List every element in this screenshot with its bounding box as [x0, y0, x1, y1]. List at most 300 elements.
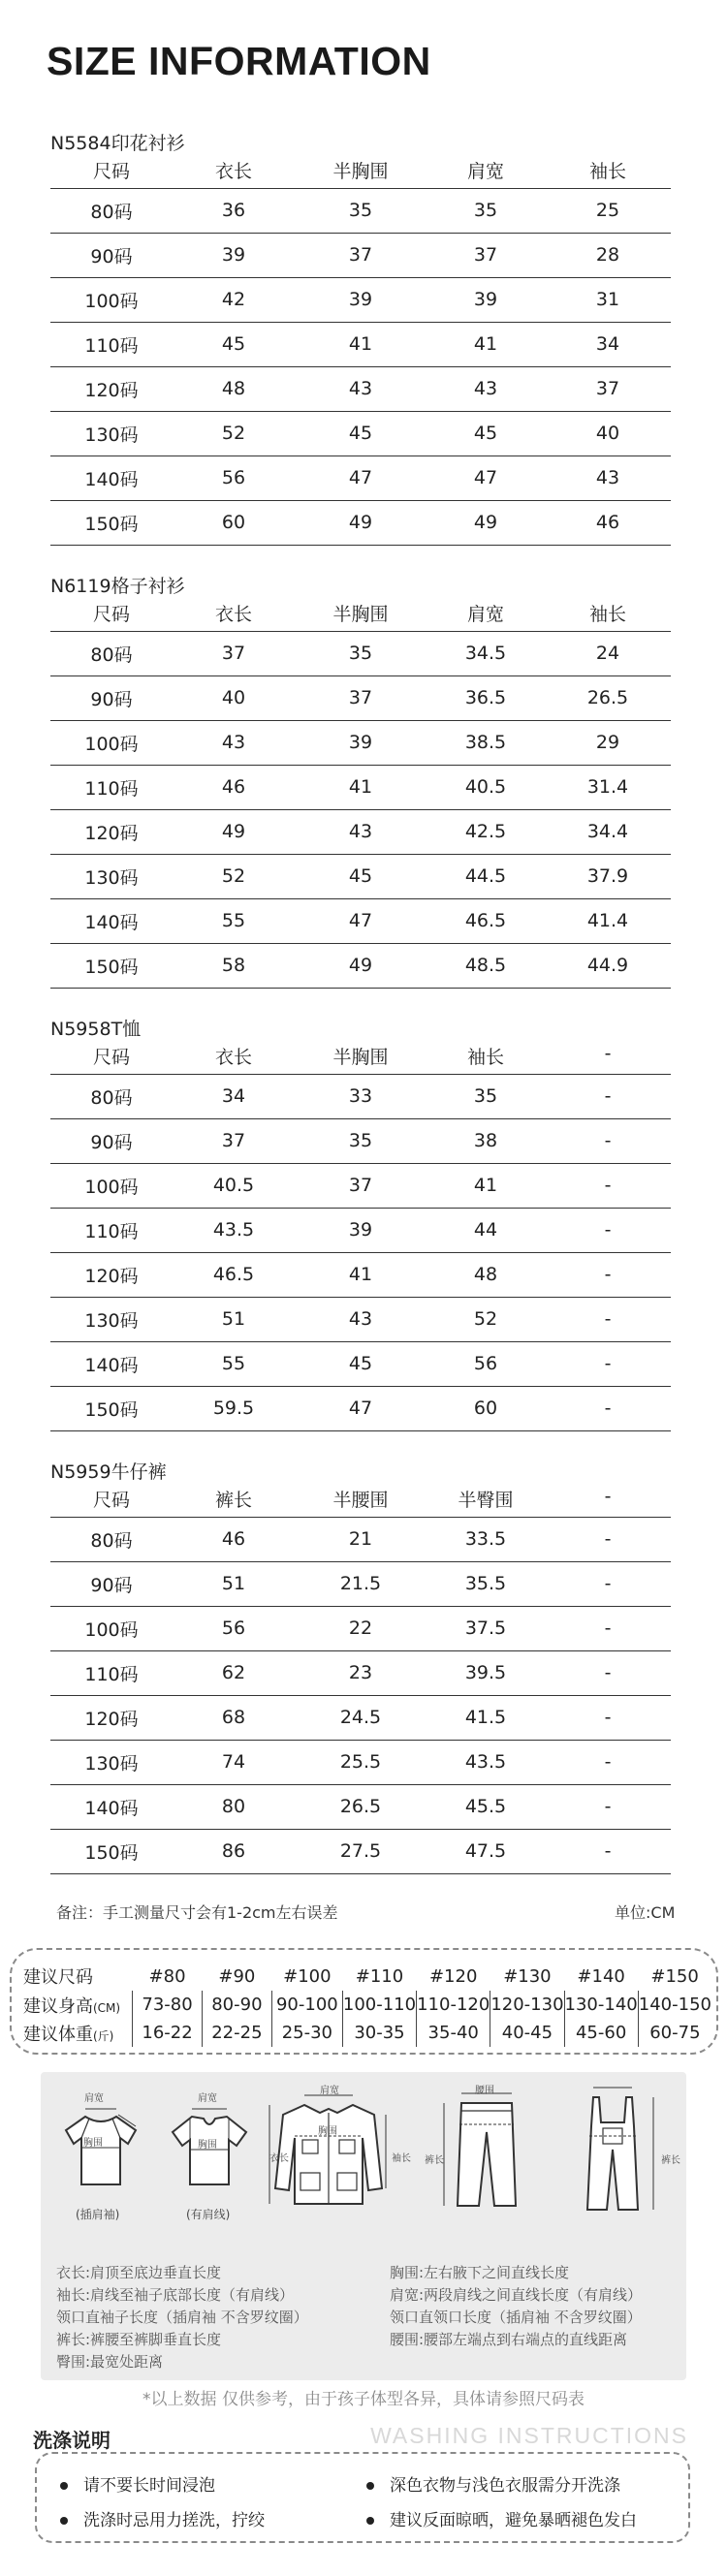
bullet-icon	[60, 2482, 68, 2490]
rec-size: #110	[355, 1965, 404, 1987]
rec-weight-label-text: 建议体重	[23, 2024, 93, 2045]
cell: 41.4	[586, 910, 629, 931]
definitions-right	[390, 2262, 642, 2351]
rec-height: 100-110	[342, 1991, 416, 2019]
wash-item-text: 洗涤时忌用力搓洗，拧绞	[83, 2511, 265, 2530]
col-header: 半胸围	[332, 161, 389, 182]
cell: 120码	[84, 1265, 139, 1287]
cell: -	[604, 1662, 612, 1683]
table-row	[50, 1118, 671, 1163]
cell: 40.5	[212, 1175, 255, 1196]
cell: 39.5	[464, 1662, 507, 1683]
fig2-chest-label: 胸围	[198, 2140, 217, 2151]
cell: 41	[348, 333, 373, 355]
cell: 49	[221, 821, 246, 842]
cell: 41.5	[464, 1707, 507, 1728]
cell: 26.5	[586, 687, 629, 708]
cell: 58	[221, 955, 246, 976]
wash-item	[60, 2471, 215, 2496]
cell: 41	[348, 776, 373, 798]
cell: 48	[473, 1264, 498, 1285]
rec-weight: 25-30	[271, 2019, 342, 2047]
cell: 74	[221, 1751, 246, 1773]
definition-item: 衣长:肩顶至底边垂直长度	[56, 2264, 222, 2281]
fig3-chest-label: 胸围	[318, 2126, 337, 2137]
table-row	[50, 1163, 671, 1208]
table-header-row	[50, 155, 671, 188]
definition-item: 裤长:裤腰至裤脚垂直长度	[56, 2331, 222, 2348]
table-row	[50, 277, 671, 322]
rec-weight: 60-75	[638, 2019, 711, 2047]
rec-weight: 22-25	[202, 2019, 271, 2047]
cell: 35	[348, 1130, 373, 1151]
cell: 110码	[84, 1220, 139, 1242]
cell: 28	[595, 244, 620, 266]
cell: 100码	[84, 1176, 139, 1198]
cell: -	[604, 1175, 612, 1196]
table-row	[50, 1829, 671, 1873]
cell: 39	[348, 289, 373, 310]
cell: 39	[348, 1219, 373, 1241]
rec-weight: 35-40	[417, 2019, 490, 2047]
cell: 110码	[84, 777, 139, 800]
cell: 21.5	[339, 1573, 382, 1594]
cell: 45	[221, 333, 246, 355]
cell: 35	[473, 1085, 498, 1107]
definition-item: 袖长:肩线至袖子底部长度（有肩线）	[56, 2286, 295, 2304]
fig4-waist-label: 腰围	[475, 2086, 494, 2096]
rec-size: #90	[218, 1965, 256, 1987]
col-header: -	[604, 1043, 612, 1064]
fig2-caption: (有肩线)	[186, 2208, 231, 2221]
cell: -	[604, 1528, 612, 1550]
cell: 47.5	[464, 1840, 507, 1862]
cell: 150码	[84, 956, 139, 978]
table-row	[50, 1784, 671, 1829]
table-row	[50, 233, 671, 277]
cell: 130码	[84, 1309, 139, 1332]
cell: 45.5	[464, 1796, 507, 1817]
cell: -	[604, 1219, 612, 1241]
rec-weight-unit: (斤)	[93, 2028, 114, 2043]
cell: 34	[595, 333, 620, 355]
size-table-n5584	[50, 155, 671, 546]
cell: 100码	[84, 733, 139, 755]
cell: 100码	[84, 1618, 139, 1641]
cell: 90码	[90, 688, 133, 710]
wash-instructions-box	[35, 2452, 690, 2543]
cell: 39	[348, 732, 373, 753]
cell: 37	[473, 244, 498, 266]
table-row	[50, 1208, 671, 1252]
cell: 46	[595, 512, 620, 533]
table-row	[50, 943, 671, 988]
wash-item	[366, 2471, 620, 2496]
rec-height: 73-80	[133, 1991, 203, 2019]
cell: 48	[221, 378, 246, 399]
cell: 34.5	[464, 643, 507, 664]
col-header: 衣长	[214, 161, 252, 182]
col-header: 袖长	[588, 604, 626, 625]
table-row	[50, 322, 671, 366]
cell: 35	[473, 200, 498, 221]
rec-height: 140-150	[638, 1991, 711, 2019]
col-header: -	[604, 1486, 612, 1507]
cell: 37	[348, 244, 373, 266]
col-header: 尺码	[92, 1047, 130, 1068]
rec-size: #100	[283, 1965, 332, 1987]
cell: 24	[595, 643, 620, 664]
cell: 140码	[84, 1354, 139, 1376]
cell: 120码	[84, 1708, 139, 1730]
cell: -	[604, 1618, 612, 1639]
cell: 43	[473, 378, 498, 399]
table-row	[50, 1561, 671, 1606]
definition-item: 领口直领口长度（插肩袖 不含罗纹圈）	[390, 2309, 642, 2326]
col-header: 尺码	[92, 604, 130, 625]
col-header: 半臀围	[458, 1490, 514, 1511]
cell: 37	[221, 1130, 246, 1151]
bullet-icon	[366, 2482, 374, 2490]
table-row	[50, 411, 671, 456]
cell: 86	[221, 1840, 246, 1862]
cell: 45	[348, 423, 373, 444]
cell: 90码	[90, 1574, 133, 1596]
cell: 48.5	[464, 955, 507, 976]
fig1-caption: (插肩袖)	[76, 2208, 120, 2221]
rec-size: #130	[503, 1965, 552, 1987]
pants-measure-icon	[428, 2082, 545, 2217]
cell: 38	[473, 1130, 498, 1151]
unit-label: 单位:CM	[615, 1903, 676, 1922]
cell: 51	[221, 1573, 246, 1594]
cell: 43.5	[212, 1219, 255, 1241]
cell: 43	[221, 732, 246, 753]
cell: 56	[221, 1618, 246, 1639]
cell: 80码	[90, 201, 133, 223]
cell: 43.5	[464, 1751, 507, 1773]
wash-title: 洗涤说明	[33, 2429, 111, 2452]
cell: 33.5	[464, 1528, 507, 1550]
table-row	[50, 1517, 671, 1561]
cell: -	[604, 1796, 612, 1817]
cell: 37.9	[586, 865, 629, 887]
table-row	[50, 1252, 671, 1297]
disclaimer-text: *以上数据 仅供参考，由于孩子体型各异，具体请参照尺码表	[142, 2390, 585, 2409]
rec-weight: 40-45	[490, 2019, 564, 2047]
rec-weight: 16-22	[133, 2019, 203, 2047]
cell: -	[604, 1751, 612, 1773]
cell: 35	[348, 643, 373, 664]
cell: 47	[348, 1398, 373, 1419]
cell: 39	[473, 289, 498, 310]
cell: 49	[348, 512, 373, 533]
cell: 46	[221, 776, 246, 798]
table-row	[50, 456, 671, 500]
definition-item: 领口直袖子长度（插肩袖 不含罗纹圈）	[56, 2309, 308, 2326]
cell: 130码	[84, 1752, 139, 1775]
cell: 27.5	[339, 1840, 382, 1862]
col-header: 肩宽	[466, 161, 504, 182]
rec-height: 110-120	[417, 1991, 490, 2019]
cell: 45	[473, 423, 498, 444]
cell: 140码	[84, 468, 139, 490]
table-row	[50, 675, 671, 720]
table-row	[50, 188, 671, 233]
cell: 80码	[90, 644, 133, 666]
cell: 60	[221, 512, 246, 533]
cell: 37	[595, 378, 620, 399]
table-row	[50, 854, 671, 898]
cell: 52	[473, 1308, 498, 1330]
cell: 120码	[84, 379, 139, 401]
table-title-n5959: N5959牛仔裤	[50, 1461, 167, 1483]
cell: -	[604, 1353, 612, 1374]
cell: -	[604, 1707, 612, 1728]
cell: 35.5	[464, 1573, 507, 1594]
rec-size-label: 建议尺码	[23, 1967, 93, 1988]
rec-weight-label	[23, 2019, 133, 2047]
cell: 80	[221, 1796, 246, 1817]
cell: 37	[348, 687, 373, 708]
table-row	[50, 1695, 671, 1740]
bullet-icon	[60, 2517, 68, 2525]
col-header: 半胸围	[332, 1047, 389, 1068]
col-header: 袖长	[588, 161, 626, 182]
cell: 56	[221, 467, 246, 488]
cell: 40.5	[464, 776, 507, 798]
cell: 100码	[84, 290, 139, 312]
size-table-n6119	[50, 598, 671, 989]
table-header-row	[50, 1484, 671, 1517]
col-header: 尺码	[92, 161, 130, 182]
cell: 34.4	[586, 821, 629, 842]
table-row	[50, 631, 671, 675]
table-row	[50, 1074, 671, 1118]
wash-item-text: 请不要长时间浸泡	[83, 2476, 215, 2496]
cell: 22	[348, 1618, 373, 1639]
table-row	[50, 1386, 671, 1430]
rec-height-label-text: 建议身高	[23, 1995, 93, 2017]
cell: 110码	[84, 1663, 139, 1685]
fig1-chest-label: 胸围	[83, 2138, 103, 2149]
cell: 150码	[84, 513, 139, 535]
cell: 42	[221, 289, 246, 310]
definition-item: 肩宽:两段肩线之间直线长度（有肩线）	[390, 2286, 643, 2304]
col-header: 衣长	[214, 1047, 252, 1068]
cell: 23	[348, 1662, 373, 1683]
rec-size: #120	[428, 1965, 478, 1987]
cell: 25	[595, 200, 620, 221]
col-header: 裤长	[214, 1490, 252, 1511]
cell: -	[604, 1308, 612, 1330]
cell: 43	[595, 467, 620, 488]
fig4-length-label: 裤长	[425, 2155, 444, 2166]
cell: 150码	[84, 1398, 139, 1421]
wash-title-en: WASHING INSTRUCTIONS	[370, 2423, 688, 2448]
table-row	[50, 366, 671, 411]
cell: -	[604, 1398, 612, 1419]
rec-weight: 45-60	[564, 2019, 638, 2047]
wash-item	[60, 2506, 265, 2530]
cell: 43	[348, 821, 373, 842]
cell: 41	[473, 333, 498, 355]
rec-height: 80-90	[202, 1991, 271, 2019]
cell: 43	[348, 378, 373, 399]
cell: 52	[221, 423, 246, 444]
table-row	[50, 1606, 671, 1650]
cell: 46.5	[464, 910, 507, 931]
rec-size: #80	[148, 1965, 186, 1987]
size-table-n5958	[50, 1041, 671, 1431]
rec-height: 120-130	[490, 1991, 564, 2019]
cell: 49	[348, 955, 373, 976]
cell: 80码	[90, 1086, 133, 1109]
cell: 37	[221, 643, 246, 664]
fig1-shoulder-label: 肩宽	[84, 2093, 104, 2104]
fig3-length-label: 衣长	[269, 2153, 289, 2164]
cell: 44	[473, 1219, 498, 1241]
table-row	[50, 1341, 671, 1386]
cell: 44.5	[464, 865, 507, 887]
recommended-size-grid	[23, 1962, 711, 2047]
cell: 52	[221, 865, 246, 887]
recommended-size-box	[10, 1948, 718, 2055]
cell: -	[604, 1085, 612, 1107]
table-row	[50, 765, 671, 809]
table-title-n6119: N6119格子衬衫	[50, 576, 185, 597]
cell: 90码	[90, 245, 133, 267]
cell: 40	[595, 423, 620, 444]
cell: 41	[348, 1264, 373, 1285]
measurement-guide-panel	[41, 2072, 686, 2380]
cell: 37.5	[464, 1618, 507, 1639]
cell: 31	[595, 289, 620, 310]
cell: 60	[473, 1398, 498, 1419]
cell: 36.5	[464, 687, 507, 708]
cell: 40	[221, 687, 246, 708]
fig3-sleeve-label: 袖长	[392, 2153, 411, 2164]
cell: 47	[348, 910, 373, 931]
cell: 41	[473, 1175, 498, 1196]
cell: 47	[473, 467, 498, 488]
cell: 44.9	[586, 955, 629, 976]
col-header: 衣长	[214, 604, 252, 625]
col-header: 半胸围	[332, 604, 389, 625]
cell: 24.5	[339, 1707, 382, 1728]
cell: 68	[221, 1707, 246, 1728]
cell: 46	[221, 1528, 246, 1550]
rec-height: 130-140	[564, 1991, 638, 2019]
definition-item: 胸围:左右腋下之间直线长度	[390, 2264, 570, 2281]
col-header: 肩宽	[466, 604, 504, 625]
definition-item: 臀围:最宽处距离	[56, 2353, 164, 2371]
definition-item: 腰围:腰部左端点到右端点的直线距离	[390, 2331, 628, 2348]
table-header-row	[50, 1041, 671, 1074]
rec-height-unit: (CM)	[93, 2000, 121, 2015]
cell: 25.5	[339, 1751, 382, 1773]
cell: 36	[221, 200, 246, 221]
table-row	[50, 809, 671, 854]
cell: 29	[595, 732, 620, 753]
cell: -	[604, 1130, 612, 1151]
cell: 120码	[84, 822, 139, 844]
cell: 38.5	[464, 732, 507, 753]
cell: 33	[348, 1085, 373, 1107]
rec-weight: 30-35	[342, 2019, 416, 2047]
cell: 42.5	[464, 821, 507, 842]
cell: 130码	[84, 866, 139, 889]
cell: 55	[221, 1353, 246, 1374]
table-row	[50, 1297, 671, 1341]
cell: 130码	[84, 424, 139, 446]
table-row	[50, 1650, 671, 1695]
cell: 59.5	[212, 1398, 255, 1419]
definitions-left	[56, 2262, 308, 2373]
cell: 56	[473, 1353, 498, 1374]
size-table-n5959	[50, 1484, 671, 1874]
cell: 62	[221, 1662, 246, 1683]
col-header: 袖长	[466, 1047, 504, 1068]
bullet-icon	[366, 2517, 374, 2525]
rec-size: #140	[577, 1965, 625, 1987]
cell: 55	[221, 910, 246, 931]
rec-height-row	[23, 1991, 711, 2019]
cell: 110码	[84, 334, 139, 357]
cell: 35	[348, 200, 373, 221]
cell: 49	[473, 512, 498, 533]
cell: 51	[221, 1308, 246, 1330]
cell: 45	[348, 1353, 373, 1374]
wash-item-text: 建议反面晾晒，避免暴晒褪色发白	[390, 2511, 637, 2530]
cell: 46.5	[212, 1264, 255, 1285]
cell: 140码	[84, 1797, 139, 1819]
overalls-measure-icon	[554, 2078, 671, 2223]
table-title-n5958: N5958T恤	[50, 1019, 142, 1040]
page-title: SIZE INFORMATION	[47, 39, 431, 83]
cell: 39	[221, 244, 246, 266]
cell: 47	[348, 467, 373, 488]
cell: -	[604, 1840, 612, 1862]
cell: 26.5	[339, 1796, 382, 1817]
rec-size-row	[23, 1962, 711, 1991]
cell: 43	[348, 1308, 373, 1330]
table-row	[50, 898, 671, 943]
table-row	[50, 500, 671, 545]
table-row	[50, 1740, 671, 1784]
rec-size: #150	[650, 1965, 699, 1987]
cell: 80码	[90, 1529, 133, 1552]
rec-height: 90-100	[271, 1991, 342, 2019]
cell: 150码	[84, 1841, 139, 1864]
cell: -	[604, 1264, 612, 1285]
fig2-shoulder-label: 肩宽	[198, 2093, 217, 2104]
cell: 37	[348, 1175, 373, 1196]
cell: 90码	[90, 1131, 133, 1153]
rec-height-label	[23, 1991, 133, 2019]
cell: 34	[221, 1085, 246, 1107]
fig5-length-label: 裤长	[661, 2155, 680, 2166]
cell: -	[604, 1573, 612, 1594]
measurement-note: 备注：手工测量尺寸会有1-2cm左右误差	[56, 1903, 338, 1922]
table-title-n5584: N5584印花衬衫	[50, 133, 185, 154]
table-header-row	[50, 598, 671, 631]
cell: 31.4	[586, 776, 629, 798]
cell: 45	[348, 865, 373, 887]
table-row	[50, 720, 671, 765]
rec-weight-row	[23, 2019, 711, 2047]
cell: 21	[348, 1528, 373, 1550]
